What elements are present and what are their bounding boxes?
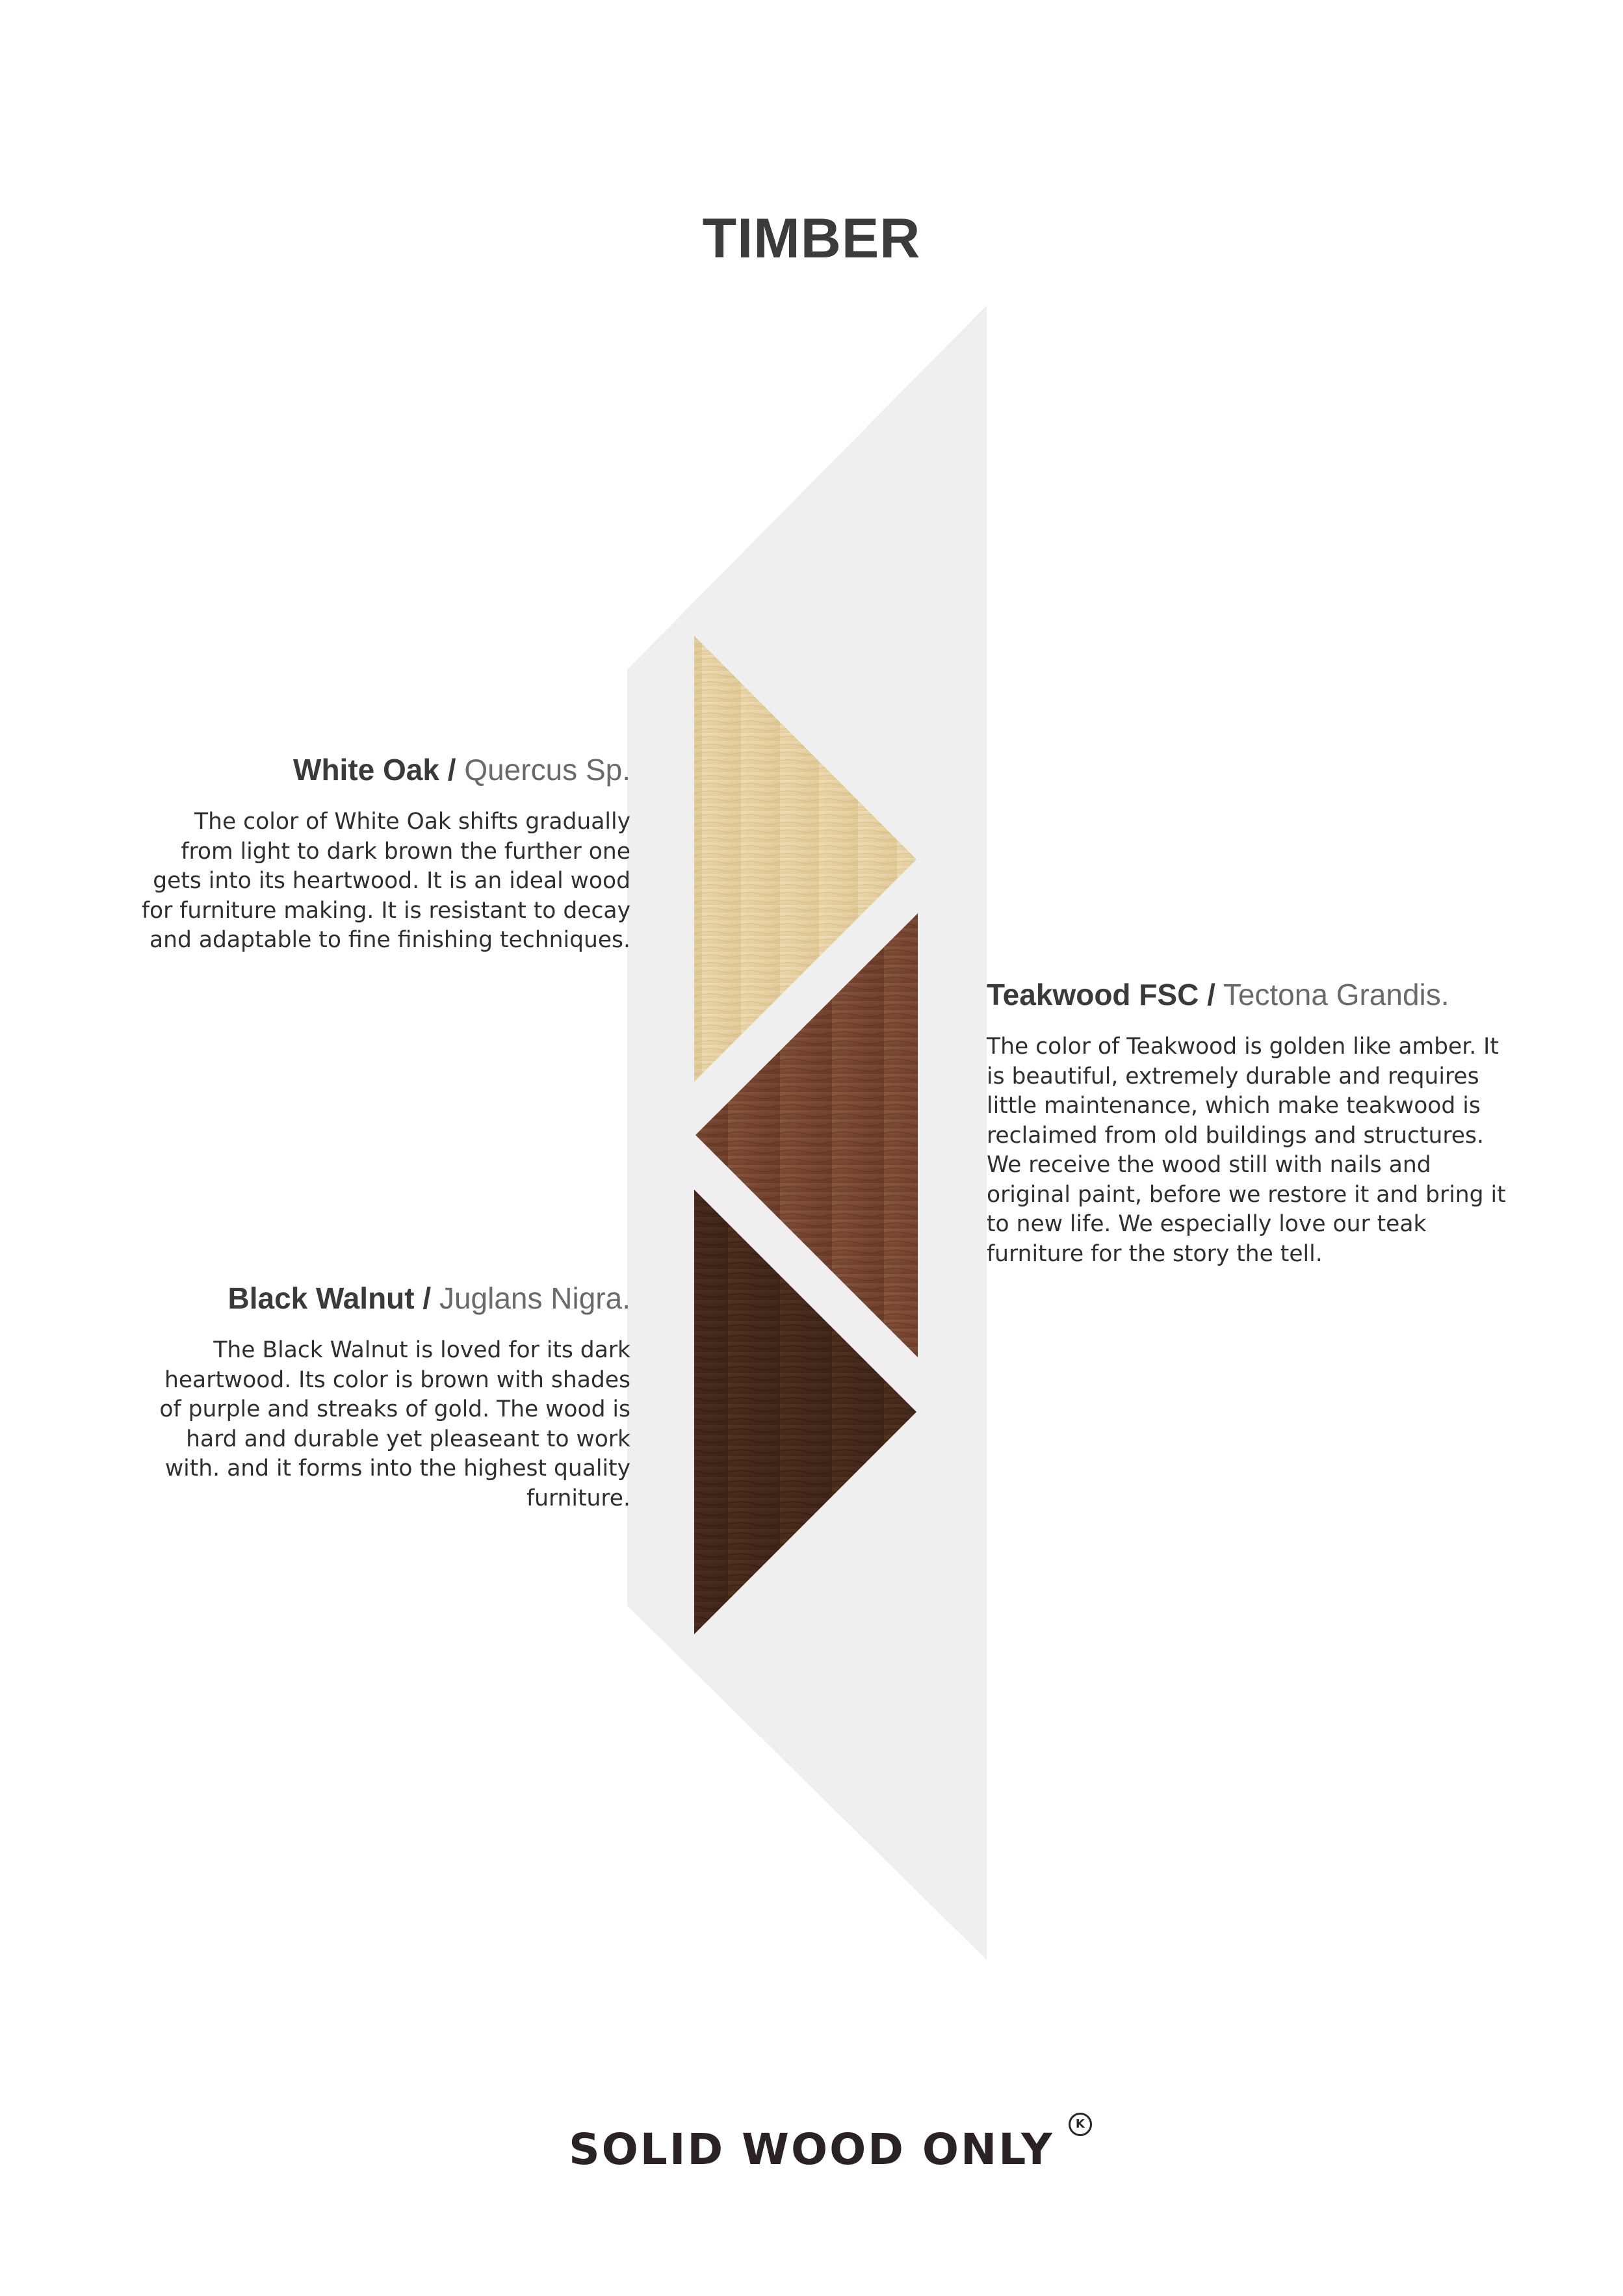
white-oak-entry [136,752,630,956]
black-walnut-description: The Black Walnut is loved for its dark heartwood. Its color is brown with shades of purple and streaks of gold. The wood is hard and durable yet pleaseant to work with. and it forms into the highest quality furniture. [159,1337,630,1511]
teakwood-heading [987,977,1507,1013]
page-title: TIMBER [702,207,921,270]
latin-name: Juglans Nigra. [439,1281,630,1315]
brand-logo [0,2117,1623,2174]
latin-name: Tectona Grandis. [1223,978,1449,1011]
name-separator: / [422,1281,432,1315]
teakwood-entry [987,977,1507,1269]
black-walnut-heading [136,1281,630,1316]
name-separator: / [447,753,456,787]
latin-name: Quercus Sp. [464,753,630,787]
brand-mark: K [1069,2113,1092,2136]
wood-name: Black Walnut [227,1281,415,1315]
wood-name: Teakwood FSC [987,978,1199,1011]
teakwood-description: The color of Teakwood is golden like amber. It is beautiful, extremely durable and requires little maintenance, which make teakwood is reclaimed from old buildings and structures. We receive the wood still with nails and original paint, before we restore it and bring it to new life. We especially love our teak furniture for the story the tell. [987,1034,1506,1267]
white-oak-description: The color of White Oak shifts gradually from light to dark brown the further one gets into its heartwood. It is an ideal wood for furniture making. It is resistant to decay and adaptable to fine finishing techniques. [141,809,630,954]
wood-name: White Oak [293,753,439,787]
black-walnut-entry [136,1281,630,1513]
brand-name: SOLID WOOD ONLY [569,2124,1054,2174]
name-separator: / [1207,978,1215,1011]
white-oak-heading [136,752,630,788]
